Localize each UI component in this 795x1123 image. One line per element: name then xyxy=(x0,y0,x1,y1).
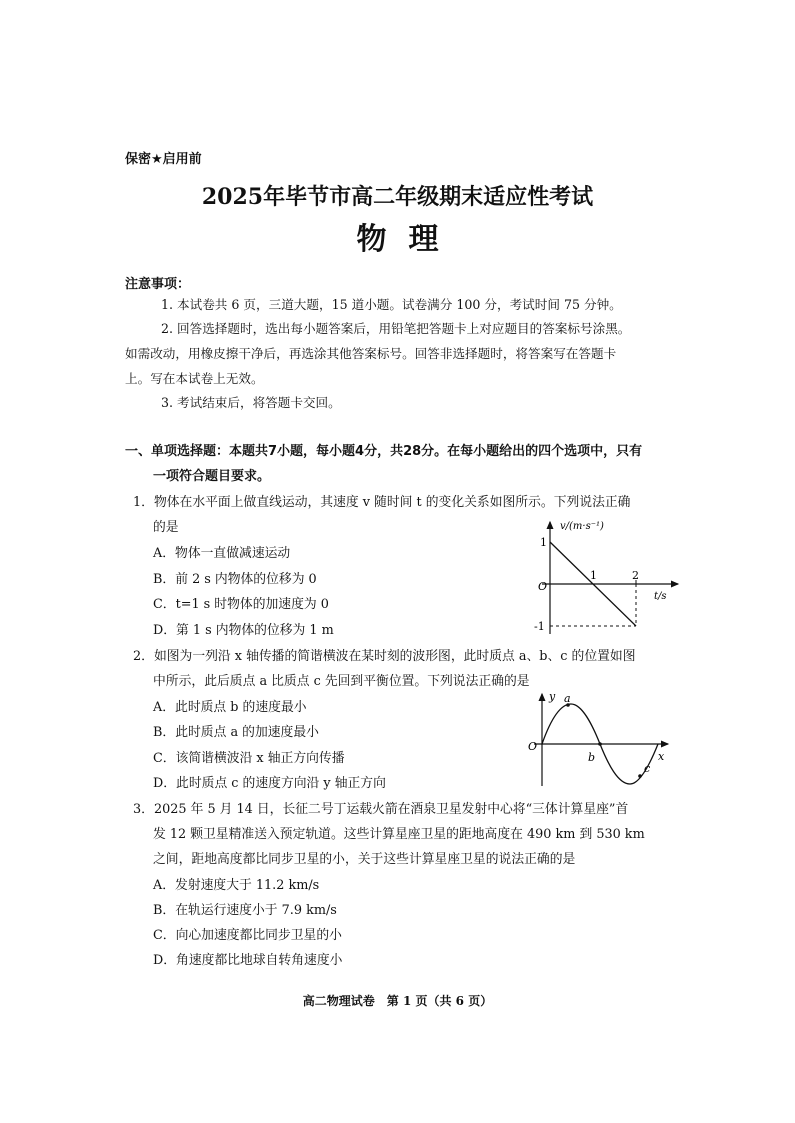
question-3-option-a: A．发射速度大于 11.2 km/s xyxy=(153,878,320,893)
point-a-label: a xyxy=(564,692,571,705)
question-3-stem: 3．2025 年 5 月 14 日，长征二号丁运载火箭在酒泉卫星发射中心将“三体计算星座”首 xyxy=(133,802,629,817)
vt-graph xyxy=(528,512,686,638)
question-2-stem: 2．如图为一列沿 x 轴传播的简谐横波在某时刻的波形图，此时质点 a、b、c 的位置如图 xyxy=(133,649,636,664)
question-1-option-d: D．第 1 s 内物体的位移为 1 m xyxy=(153,623,334,638)
question-2-option-b: B．此时质点 a 的加速度最小 xyxy=(153,725,319,740)
question-1-option-b: B．前 2 s 内物体的位移为 0 xyxy=(153,572,317,587)
tick-label-t2: 2 xyxy=(632,569,639,582)
question-1-option-a: A．物体一直做减速运动 xyxy=(153,546,291,561)
notice-item: 上。写在本试卷上无效。 xyxy=(125,371,264,386)
question-3-stem-cont: 发 12 颗卫星精准送入预定轨道。这些计算星座卫星的距地高度在 490 km 到 530 km xyxy=(153,827,645,842)
y-axis-label: y xyxy=(549,690,556,703)
question-1-option-c: C．t=1 s 时物体的加速度为 0 xyxy=(153,597,329,612)
question-2-option-c: C．该简谐横波沿 x 轴正方向传播 xyxy=(153,751,345,766)
question-1-stem-cont: 的是 xyxy=(153,520,179,535)
exam-title: 2025年毕节市高二年级期末适应性考试 xyxy=(201,184,594,210)
notice-item: 2. 回答选择题时，选出每小题答案后，用铅笔把答题卡上对应题目的答案标号涂黑。 xyxy=(161,321,631,336)
tick-label-y1: 1 xyxy=(540,536,547,549)
section-heading: 一、单项选择题：本题共7小题，每小题4分，共28分。在每小题给出的四个选项中，只有 xyxy=(125,444,643,459)
tick-label-yneg1: -1 xyxy=(534,620,545,633)
question-2-option-d: D．此时质点 c 的速度方向沿 y 轴正方向 xyxy=(153,776,386,791)
y-axis-label: v/(m·s⁻¹) xyxy=(560,521,604,532)
point-c-marker xyxy=(638,774,642,778)
question-2-option-a: A．此时质点 b 的速度最小 xyxy=(153,700,307,715)
point-b-label: b xyxy=(588,751,596,764)
question-1-stem: 1．物体在水平面上做直线运动，其速度 v 随时间 t 的变化关系如图所示。下列说法正确 xyxy=(133,495,631,510)
wave-graph xyxy=(526,690,672,788)
origin-label: O xyxy=(538,580,548,593)
notice-item: 如需改动，用橡皮擦干净后，再选涂其他答案标号。回答非选择题时，将答案写在答题卡 xyxy=(125,346,617,361)
question-3-option-b: B．在轨运行速度小于 7.9 km/s xyxy=(153,903,337,918)
subject-title: 物理 xyxy=(356,222,461,257)
notice-item: 3. 考试结束后，将答题卡交回。 xyxy=(161,395,341,410)
origin-label: O xyxy=(528,740,538,753)
notice-item: 1. 本试卷共 6 页，三道大题，15 道小题。试卷满分 100 分，考试时间 75 分钟。 xyxy=(161,297,622,312)
x-axis-label: t/s xyxy=(654,591,667,602)
question-3-stem-cont: 之间，距地高度都比同步卫星的小，关于这些计算星座卫星的说法正确的是 xyxy=(153,852,576,867)
confidential-label: 保密★启用前 xyxy=(125,152,202,167)
x-axis-label: x xyxy=(658,750,665,763)
question-2-stem-cont: 中所示，此后质点 a 比质点 c 先回到平衡位置。下列说法正确的是 xyxy=(153,674,530,689)
page-footer: 高二物理试卷 第 1 页（共 6 页） xyxy=(302,994,493,1008)
question-3-option-c: C．向心加速度都比同步卫星的小 xyxy=(153,928,342,943)
tick-label-t1: 1 xyxy=(590,569,597,582)
point-b-marker xyxy=(598,742,602,746)
point-c-label: c xyxy=(644,762,651,775)
notice-heading: 注意事项： xyxy=(125,277,191,292)
section-heading-cont: 一项符合题目要求。 xyxy=(153,469,271,484)
question-3-option-d: D．角速度都比地球自转角速度小 xyxy=(153,953,343,968)
